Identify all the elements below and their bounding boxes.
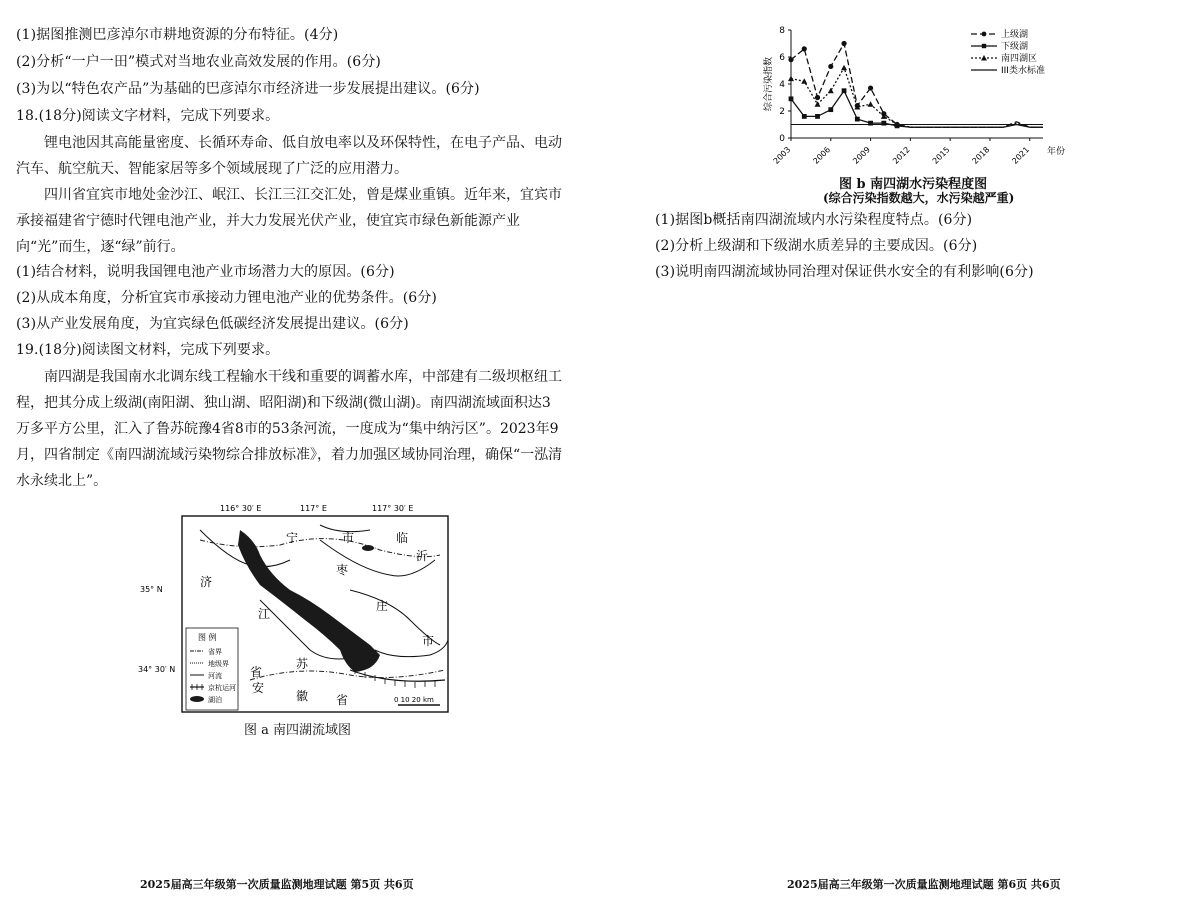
question-18-1: (1)结合材料，说明我国锂电池产业市场潜力大的原因。(6分) bbox=[16, 264, 395, 280]
legend-lake: 湖泊 bbox=[208, 696, 222, 704]
lat-label-2: 34° 30′ N bbox=[138, 665, 176, 674]
legend-prefecture-boundary: 地级界 bbox=[208, 660, 229, 668]
figure-b-caption: 图 b 南四湖水污染程度图 bbox=[839, 177, 988, 192]
point-series-0 bbox=[841, 41, 846, 46]
point-series-2 bbox=[868, 101, 874, 107]
point-series-2 bbox=[815, 101, 821, 107]
point-series-1 bbox=[842, 88, 847, 93]
map-scale: 0 10 20 km bbox=[394, 696, 434, 704]
point-series-0 bbox=[815, 95, 820, 100]
x-tick-label: 2012 bbox=[891, 145, 912, 166]
point-series-2 bbox=[841, 65, 847, 71]
point-series-2 bbox=[788, 76, 794, 82]
q19-material: 南四湖是我国南水北调东线工程输水干线和重要的调蓄水库，中部建有二级坝枢纽工程，把其分成上级湖(南阳湖、独山湖、昭阳湖)和下级湖(微山湖)。南四湖流域面积达3万多平方公里，汇入了鲁苏皖豫4省8市的53条河流，一度成为“集中纳污区”。2023年9月，四省制定《南四湖流域污染物综合排放标准》，着力加强区域协同治理，确保“一泓清水永续北上”。 bbox=[16, 369, 563, 489]
point-series-1 bbox=[815, 114, 820, 119]
x-tick-label: 2006 bbox=[811, 145, 833, 166]
point-series-1 bbox=[789, 96, 794, 101]
y-tick-label: 4 bbox=[779, 80, 785, 90]
place-jiang: 江 bbox=[258, 607, 271, 621]
place-su: 苏 bbox=[296, 657, 309, 671]
x-tick-label: 2009 bbox=[851, 145, 872, 166]
right-page bbox=[601, 0, 1202, 900]
lon-label-3: 117° 30′ E bbox=[372, 504, 414, 513]
place-zao: 枣 bbox=[336, 563, 349, 577]
point-series-1 bbox=[855, 117, 860, 122]
map-legend-title: 图 例 bbox=[198, 633, 217, 642]
x-axis-label: 年份 bbox=[1047, 147, 1066, 157]
x-tick-label: 2021 bbox=[1010, 145, 1032, 166]
q18-material-para-1: 锂电池因其高能量密度、长循环寿命、低自放电率以及环保特性，在电子产品、电动汽车、航空航天、智能家居等多个领域展现了广泛的应用潜力。 bbox=[16, 135, 562, 177]
place-sheng-1: 省 bbox=[336, 693, 349, 707]
legend-marker-1 bbox=[982, 44, 986, 48]
place-shi-1: 市 bbox=[342, 531, 355, 545]
figure-a-caption: 图 a 南四湖流域图 bbox=[244, 723, 352, 738]
point-series-1 bbox=[828, 107, 833, 112]
point-series-0 bbox=[868, 85, 873, 90]
place-hui: 徽 bbox=[296, 689, 309, 703]
point-series-0 bbox=[802, 46, 807, 51]
y-tick-label: 0 bbox=[779, 134, 785, 144]
question-19-3: (3)说明南四湖流域协同治理对保证供水安全的有利影响(6分) bbox=[655, 264, 1034, 280]
left-page-footer: 2025届高三年级第一次质量监测地理试题 第5页 共6页 bbox=[140, 878, 414, 891]
legend-grand-canal: 京杭运河 bbox=[208, 684, 236, 692]
place-shi-2: 市 bbox=[422, 634, 435, 648]
place-ning: 宁 bbox=[286, 531, 299, 545]
left-page bbox=[0, 0, 600, 900]
place-sheng-2: 省 bbox=[250, 665, 263, 679]
question-18-header: 18.(18分)阅读文字材料，完成下列要求。 bbox=[16, 108, 280, 124]
legend-river: 河流 bbox=[208, 672, 222, 680]
legend-marker-2 bbox=[981, 55, 987, 61]
question-18-2: (2)从成本角度，分析宜宾市承接动力锂电池产业的优势条件。(6分) bbox=[16, 290, 437, 306]
place-zhuang: 庄 bbox=[376, 599, 389, 613]
place-yi: 沂 bbox=[416, 549, 429, 563]
lat-label-1: 35° N bbox=[140, 585, 163, 594]
point-series-1 bbox=[802, 114, 807, 119]
question-19-header: 19.(18分)阅读图文材料，完成下列要求。 bbox=[16, 342, 280, 358]
series-line-2 bbox=[791, 68, 1043, 127]
y-tick-label: 2 bbox=[779, 107, 785, 117]
question-19-1: (1)据图b概括南四湖流域内水污染程度特点。(6分) bbox=[655, 212, 973, 228]
legend-label-2: 南四湖区 bbox=[1001, 54, 1038, 64]
legend-label-1: 下级湖 bbox=[1001, 42, 1029, 52]
x-tick-label: 2015 bbox=[930, 145, 952, 166]
y-tick-label: 6 bbox=[779, 53, 785, 63]
legend-label-0: 上级湖 bbox=[1001, 30, 1029, 40]
q18-material-para-2: 四川省宜宾市地处金沙江、岷江、长江三江交汇处，曾是煤业重镇。近年来，宜宾市承接福建省宁德时代锂电池产业，并大力发展光伏产业，使宜宾市绿色新能源产业向“光”而生，逐“绿”前行。 bbox=[16, 187, 562, 255]
question-17-1: (1)据图推测巴彦淖尔市耕地资源的分布特征。(4分) bbox=[16, 27, 339, 43]
figure-b-subcaption: (综合污染指数越大，水污染越严重) bbox=[823, 191, 1015, 205]
legend-marker-0 bbox=[982, 32, 987, 37]
legend-label-3: III类水标准 bbox=[1001, 66, 1045, 76]
point-series-0 bbox=[788, 57, 793, 62]
figure-b-chart bbox=[761, 20, 1066, 175]
small-lake bbox=[362, 545, 374, 551]
right-page-footer: 2025届高三年级第一次质量监测地理试题 第6页 共6页 bbox=[787, 878, 1061, 891]
lon-label-1: 116° 30′ E bbox=[220, 504, 262, 513]
place-ji: 济 bbox=[200, 575, 213, 589]
lon-label-2: 117° E bbox=[300, 504, 327, 513]
x-tick-label: 2003 bbox=[771, 145, 793, 166]
y-tick-label: 8 bbox=[779, 26, 785, 36]
figure-a-map bbox=[140, 500, 470, 720]
legend-province-boundary: 省界 bbox=[208, 648, 222, 656]
point-series-2 bbox=[801, 78, 807, 84]
point-series-2 bbox=[828, 88, 834, 94]
question-18-3: (3)从产业发展角度，为宜宾绿色低碳经济发展提出建议。(6分) bbox=[16, 316, 409, 332]
question-19-2: (2)分析上级湖和下级湖水质差异的主要成因。(6分) bbox=[655, 238, 978, 254]
place-lin: 临 bbox=[396, 531, 409, 545]
y-axis-label: 综合污染指数 bbox=[764, 56, 774, 112]
question-17-3: (3)为以“特色农产品”为基础的巴彦淖尔市经济进一步发展提出建议。(6分) bbox=[16, 81, 480, 97]
question-17-2: (2)分析“一户一田”模式对当地农业高效发展的作用。(6分) bbox=[16, 54, 381, 70]
place-an: 安 bbox=[252, 681, 265, 695]
x-tick-label: 2018 bbox=[970, 145, 992, 166]
point-series-0 bbox=[828, 64, 833, 69]
